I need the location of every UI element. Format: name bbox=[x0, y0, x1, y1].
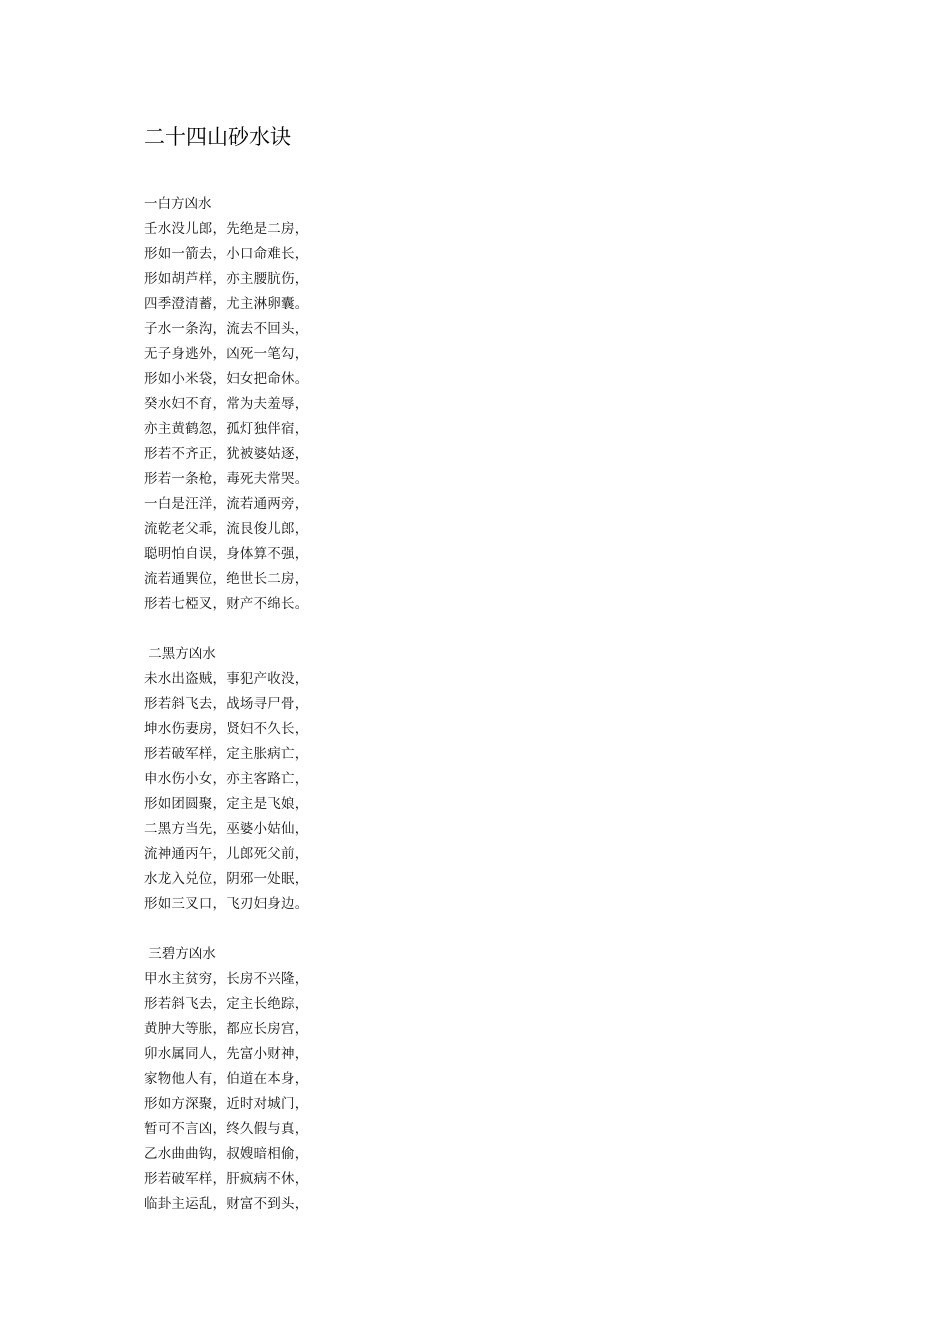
verse-line: 形如小米袋，妇女把命休。 bbox=[144, 371, 309, 387]
verse-line: 癸水妇不育，常为夫羞辱， bbox=[144, 396, 309, 412]
verse-line: 一白是汪洋，流若通两旁， bbox=[144, 496, 309, 512]
verse-line: 形若一条枪，毒死夫常哭。 bbox=[144, 471, 309, 487]
verse-line: 流神通丙午，儿郎死父前， bbox=[144, 846, 309, 862]
section-heading: 一白方凶水 bbox=[144, 196, 212, 212]
verse-line: 黄肿大等胀，都应长房宫， bbox=[144, 1021, 309, 1037]
verse-line: 家物他人有，伯道在本身， bbox=[144, 1071, 309, 1087]
verse-line: 未水出盗贼，事犯产收没， bbox=[144, 671, 309, 687]
poem-section bbox=[144, 642, 544, 917]
verse-line: 二黑方当先，巫婆小姑仙， bbox=[144, 821, 309, 837]
verse-line: 卯水属同人，先富小财神， bbox=[144, 1046, 309, 1062]
verse-line: 形如三叉口，飞刃妇身边。 bbox=[144, 896, 309, 912]
verse-line: 临卦主运乱，财富不到头， bbox=[144, 1196, 309, 1212]
verse-line: 乙水曲曲钩，叔嫂暗相偷， bbox=[144, 1146, 309, 1162]
verse-line: 暂可不言凶，终久假与真， bbox=[144, 1121, 309, 1137]
verse-line: 甲水主贫穷，长房不兴隆， bbox=[144, 971, 309, 987]
poem-section bbox=[144, 942, 544, 1217]
verse-line: 形若七椏叉，财产不绵长。 bbox=[144, 596, 309, 612]
verse-line: 水龙入兑位，阴邪一处眠， bbox=[144, 871, 309, 887]
document-body bbox=[144, 192, 544, 1217]
page-title: 二十四山砂水诀 bbox=[144, 125, 291, 149]
section-heading: 二黑方凶水 bbox=[144, 646, 216, 662]
verse-line: 亦主黄鹤忽，孤灯独伴宿， bbox=[144, 421, 309, 437]
verse-line: 流若通巽位，绝世长二房， bbox=[144, 571, 309, 587]
verse-line: 形若不齐正，犹被婆姑逐， bbox=[144, 446, 309, 462]
verse-line: 申水伤小女，亦主客路亡， bbox=[144, 771, 309, 787]
verse-line: 形若斜飞去，战场寻尸骨， bbox=[144, 696, 309, 712]
poem-section bbox=[144, 192, 544, 617]
verse-line: 形若破军样，定主胀病亡， bbox=[144, 746, 309, 762]
verse-line: 形如团圆聚，定主是飞娘， bbox=[144, 796, 309, 812]
verse-line: 聪明怕自误，身体算不强， bbox=[144, 546, 309, 562]
verse-line: 形如胡芦样，亦主腰肮伤， bbox=[144, 271, 309, 287]
verse-line: 子水一条沟，流去不回头， bbox=[144, 321, 309, 337]
section-heading: 三碧方凶水 bbox=[144, 946, 216, 962]
verse-line: 形如方深聚，近时对城门， bbox=[144, 1096, 309, 1112]
verse-line: 无子身逃外，凶死一笔勾， bbox=[144, 346, 309, 362]
verse-line: 形若斜飞去，定主长绝踪， bbox=[144, 996, 309, 1012]
verse-line: 形若破军样，肝疯病不休， bbox=[144, 1171, 309, 1187]
verse-line: 壬水没儿郎，先绝是二房， bbox=[144, 221, 309, 237]
verse-line: 形如一箭去，小口命难长， bbox=[144, 246, 309, 262]
verse-line: 流乾老父乖，流艮俊儿郎， bbox=[144, 521, 309, 537]
verse-line: 坤水伤妻房，贤妇不久长， bbox=[144, 721, 309, 737]
verse-line: 四季澄清蓄，尤主淋卵囊。 bbox=[144, 296, 309, 312]
